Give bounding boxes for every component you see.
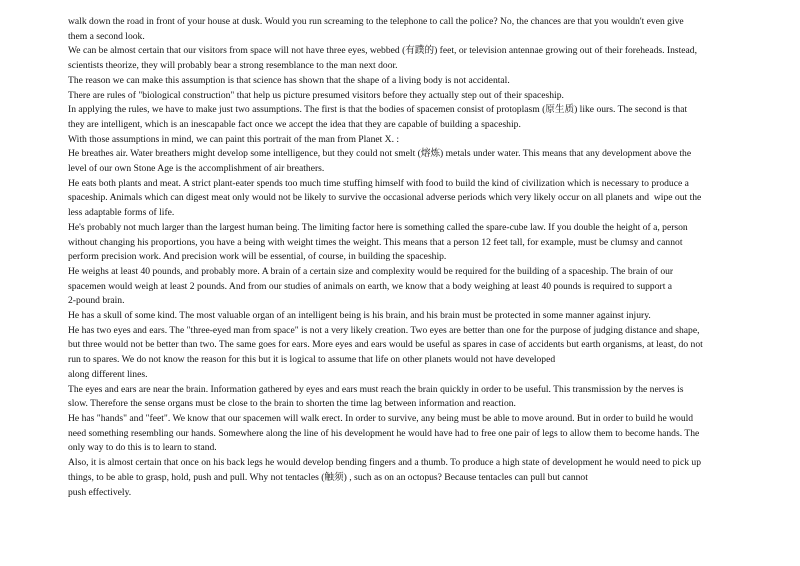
text-line: He breathes air. Water breathers might develop some intelligence, but they could not smelt (熔炼) metals under water. This means that any development above the bbox=[68, 148, 692, 160]
text-line: He eats both plants and meat. A strict plant-eater spends too much time stuffing himself with food to build the kind of civilization which is necessary to produce a bbox=[68, 177, 689, 189]
text-line: The reason we can make this assumption is that science has shown that the shape of a living body is not accidental. bbox=[68, 74, 510, 86]
text-line: perform precision work. And precision work will be essential, of course, in building the spaceship. bbox=[68, 251, 447, 263]
text-line: The eyes and ears are near the brain. Information gathered by eyes and ears must reach the brain quickly in order to be useful. This transmission by the nerves is bbox=[68, 383, 684, 395]
text-line: them a second look. bbox=[68, 30, 145, 42]
text-line: He weighs at least 40 pounds, and probably more. A brain of a certain size and complexity would be required for the building of a spaceship. The brain of our bbox=[68, 265, 674, 277]
text-line: He's probably not much larger than the largest human being. The limiting factor here is something called the spare-cube law. If you double the height of a, person bbox=[68, 221, 688, 233]
text-line: less adaptable forms of life. bbox=[68, 207, 175, 219]
text-line: In applying the rules, we have to make just two assumptions. The first is that the bodies of spacemen consist of protoplasm (原生质) like ours. The second is that bbox=[68, 104, 688, 116]
text-line: push effectively. bbox=[68, 486, 132, 498]
text-line: slow. Therefore the sense organs must be close to the brain to shorten the time lag between information and reaction. bbox=[68, 398, 516, 410]
text-line: He has two eyes and ears. The "three-eyed man from space" is not a very likely creation. Two eyes are better than one for the purpose of judging distance and shape, bbox=[68, 324, 700, 336]
text-line: need something resembling our hands. Somewhere along the line of his development he would have had to free one pair of legs to allow them to become hands. The bbox=[68, 427, 700, 439]
text-line: they are intelligent, which is an inescapable fact once we accept the idea that they are capable of building a spaceship. bbox=[68, 118, 521, 130]
text-line: spaceship. Animals which can digest meat only would not be likely to survive the occasional adverse periods which very likely occur on all planets and wipe out the bbox=[68, 192, 702, 204]
text-line: level of our own Stone Age is the accomplishment of air breathers. bbox=[68, 163, 325, 175]
text-line: There are rules of "biological construction" that help us picture presumed visitors before they actually step out of their spaceship. bbox=[68, 89, 564, 101]
text-line: He has "hands" and "feet". We know that our spacemen will walk erect. In order to survive, any being must be able to move around. But in order to build he would bbox=[68, 412, 694, 424]
text-line: walk down the road in front of your house at dusk. Would you run screaming to the telephone to call the police? No, the chances are that you wouldn't even give bbox=[68, 16, 684, 27]
text-line: scientists theorize, they will probably bear a strong resemblance to the man next door. bbox=[68, 60, 398, 72]
text-line: only way to do this is to learn to stand. bbox=[68, 442, 217, 454]
text-line: 2-pound brain. bbox=[68, 295, 125, 307]
text-line: Also, it is almost certain that once on his back legs he would develop bending fingers and a thumb. To produce a high state of development he would need to pick up bbox=[68, 457, 701, 469]
text-line: but three would not be better than two. The same goes for ears. More eyes and ears would be useful as spares in case of accidents but earth organisms, at least, do not bbox=[68, 339, 703, 351]
text-line: run to spares. We do not know the reason for this but it is logical to assume that life on other planets would not have developed bbox=[68, 354, 556, 366]
text-line: He has a skull of some kind. The most valuable organ of an intelligent being is his brain, and his brain must be protected in some manner against injury. bbox=[68, 310, 651, 322]
text-line: along different lines. bbox=[68, 368, 148, 380]
text-line: We can be almost certain that our visitors from space will not have three eyes, webbed (有蹼的) feet, or television antennae growing out of their foreheads. Instead, bbox=[68, 45, 698, 57]
text-line: without changing his proportions, you have a being with weight times the weight. This means that a person 12 feet tall, for example, must be clumsy and cannot bbox=[68, 236, 683, 248]
text-line: spacemen would weigh at least 2 pounds. And from our studies of animals on earth, we know that a body weighing at least 40 pounds is required to support a bbox=[68, 280, 673, 292]
text-line: With those assumptions in mind, we can paint this portrait of the man from Planet X. : bbox=[68, 133, 400, 145]
text-line: things, to be able to grasp, hold, push and pull. Why not tentacles (触须) , such as on an octopus? Because tentacles can pull but cannot bbox=[68, 471, 588, 483]
